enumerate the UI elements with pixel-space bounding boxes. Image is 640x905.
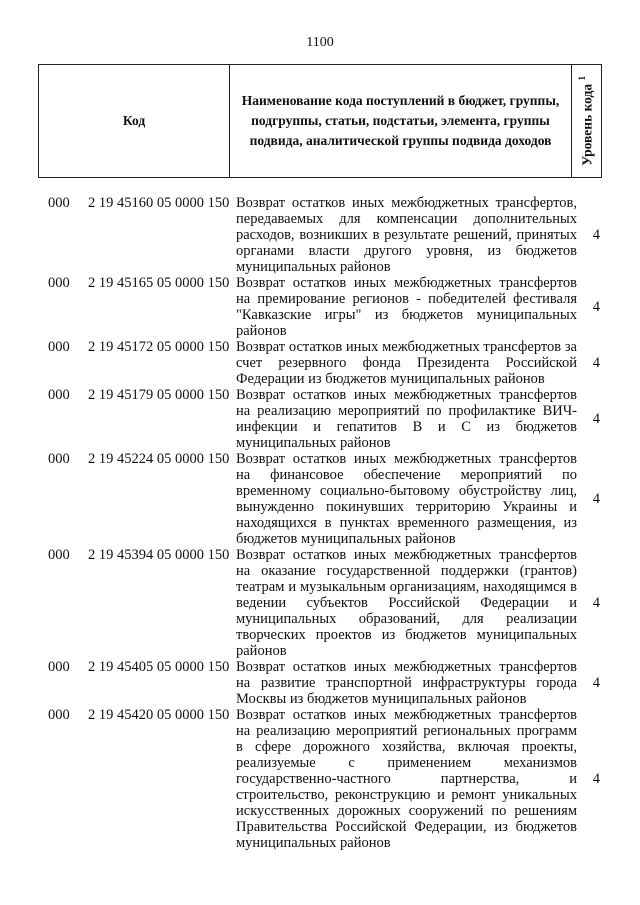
table-row bbox=[48, 387, 600, 451]
row-level: 4 bbox=[592, 595, 600, 611]
row-description: Возврат остатков иных межбюджетных трансфертов на оказание государственной поддержки (грантов) театрам и музыкальным организациям, находящимся в ведении субъектов Российской Федерации и муниципальных образований, для реализации творческих проектов из бюджетов муниципальных районов bbox=[236, 547, 577, 659]
row-level: 4 bbox=[592, 355, 600, 371]
table-row bbox=[48, 275, 600, 339]
row-level: 4 bbox=[592, 411, 600, 427]
row-short-code: 000 bbox=[48, 195, 70, 211]
row-description: Возврат остатков иных межбюджетных трансфертов за счет резервного фонда Президента Российской Федерации из бюджетов муниципальных районов bbox=[236, 339, 577, 387]
header-level-footnote: 1 bbox=[577, 76, 588, 81]
row-level: 4 bbox=[592, 491, 600, 507]
table-header bbox=[38, 64, 602, 178]
row-code: 2 19 45420 05 0000 150 bbox=[88, 707, 230, 723]
row-level: 4 bbox=[592, 675, 600, 691]
row-description: Возврат остатков иных межбюджетных трансфертов на финансовое обеспечение мероприятий по временному социально-бытовому обустройству лиц, вынужденно покинувших территорию Украины и находящихся в пунктах временного размещения, из бюджетов муниципальных районов bbox=[236, 451, 577, 547]
page-number: 1100 bbox=[306, 35, 334, 50]
row-level: 4 bbox=[592, 227, 600, 243]
row-code: 2 19 45165 05 0000 150 bbox=[88, 275, 230, 291]
row-description: Возврат остатков иных межбюджетных трансфертов на премирование регионов - победителей фестиваля "Кавказские игры" из бюджетов муниципальных районов bbox=[236, 275, 577, 339]
header-level-cell bbox=[572, 65, 601, 177]
row-short-code: 000 bbox=[48, 339, 70, 355]
header-code: Код bbox=[39, 65, 230, 177]
table-row bbox=[48, 547, 600, 659]
row-description: Возврат остатков иных межбюджетных трансфертов на реализацию мероприятий региональных программ в сфере дорожного хозяйства, включая проекты, реализуемые с применением механизмов государственно-частного партнерства, и строительство, реконструкцию и ремонт уникальных искусственных дорожных сооружений по решениям Правительства Российской Федерации, из бюджетов муниципальных районов bbox=[236, 707, 577, 851]
row-description: Возврат остатков иных межбюджетных трансфертов на развитие транспортной инфраструктуры города Москвы из бюджетов муниципальных районов bbox=[236, 659, 577, 707]
row-short-code: 000 bbox=[48, 451, 70, 467]
row-description: Возврат остатков иных межбюджетных трансфертов, передаваемых для компенсации дополнительных расходов, возникших в результате решений, принятых органами власти другого уровня, из бюджетов муниципальных районов bbox=[236, 195, 577, 275]
table-row bbox=[48, 659, 600, 707]
code-table-body bbox=[48, 195, 600, 851]
row-code: 2 19 45160 05 0000 150 bbox=[88, 195, 230, 211]
table-row bbox=[48, 195, 600, 275]
table-row bbox=[48, 339, 600, 387]
row-short-code: 000 bbox=[48, 547, 70, 563]
table-row bbox=[48, 707, 600, 851]
row-short-code: 000 bbox=[48, 659, 70, 675]
row-level: 4 bbox=[592, 771, 600, 787]
row-level: 4 bbox=[592, 299, 600, 315]
header-level bbox=[577, 76, 596, 166]
row-code: 2 19 45172 05 0000 150 bbox=[88, 339, 230, 355]
row-code: 2 19 45394 05 0000 150 bbox=[88, 547, 230, 563]
header-level-label: Уровень кода bbox=[579, 84, 595, 166]
row-short-code: 000 bbox=[48, 387, 70, 403]
row-code: 2 19 45179 05 0000 150 bbox=[88, 387, 230, 403]
header-name: Наименование кода поступлений в бюджет, группы, подгруппы, статьи, подстатьи, элемента, группы подвида, аналитической группы подвида доходов bbox=[230, 65, 572, 177]
row-description: Возврат остатков иных межбюджетных трансфертов на реализацию мероприятий по профилактике ВИЧ-инфекции и гепатитов B и C из бюджетов муниципальных районов bbox=[236, 387, 577, 451]
row-code: 2 19 45224 05 0000 150 bbox=[88, 451, 230, 467]
row-short-code: 000 bbox=[48, 707, 70, 723]
row-short-code: 000 bbox=[48, 275, 70, 291]
row-code: 2 19 45405 05 0000 150 bbox=[88, 659, 230, 675]
table-row bbox=[48, 451, 600, 547]
